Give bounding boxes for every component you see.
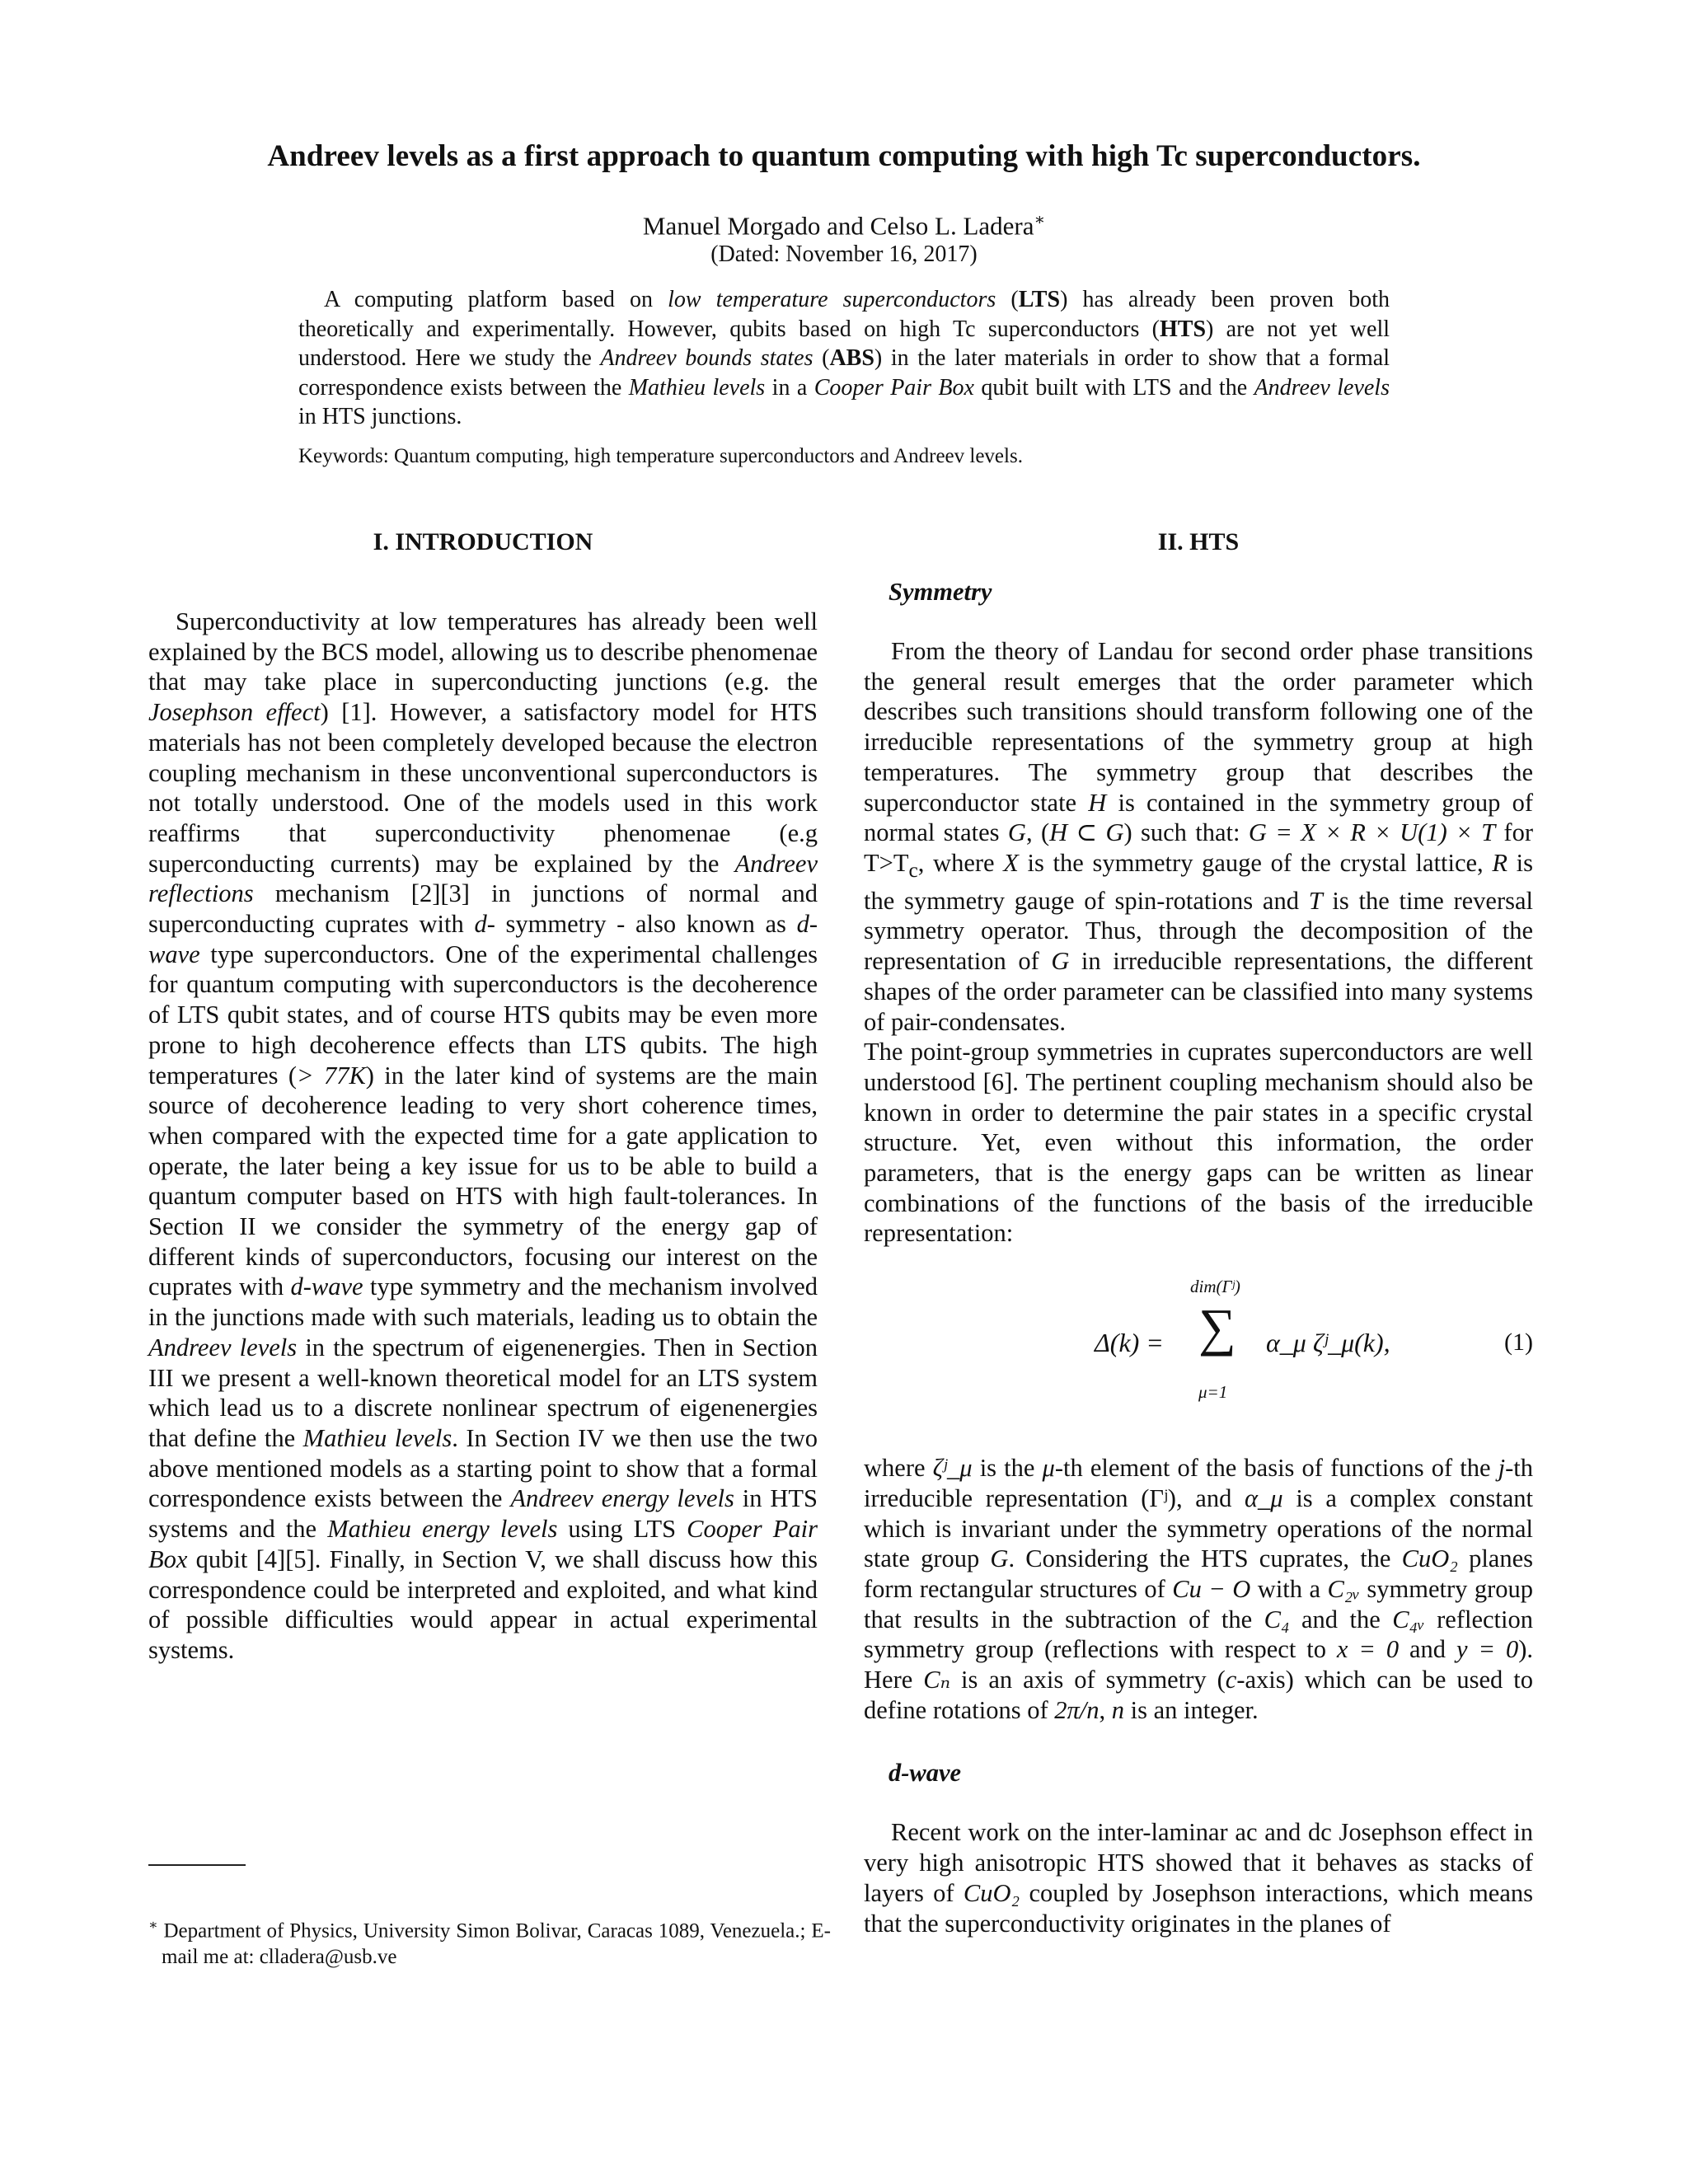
footnote-rule xyxy=(148,1864,246,1866)
subsection-heading-symmetry: Symmetry xyxy=(889,578,992,606)
equation-lhs: Δ(k) = xyxy=(1095,1328,1164,1358)
subsection-heading-d-wave: d-wave xyxy=(889,1759,962,1788)
sum-lower-limit: μ=1 xyxy=(1198,1382,1228,1403)
equation-number: (1) xyxy=(1504,1329,1533,1357)
point-group-paragraph: The point-group symmetries in cuprates superconductors are well understood [6]. The pertinent coupling mechanism should also be known in order to determine the pair states in a specific crystal structure. Yet, even without this information, the order parameters, that is the energy gaps can be written as linear combinations of the functions of the basis of the irreducible representation: xyxy=(864,1038,1533,1248)
left-column xyxy=(148,527,818,1666)
author-footnote: ∗ Department of Physics, University Simon Bolivar, Caracas 1089, Venezuela.; E-mail me at: clladera@usb.ve xyxy=(148,1917,831,1969)
author-names: Manuel Morgado and Celso L. Ladera xyxy=(642,211,1034,241)
abstract: A computing platform based on low temperature superconductors (LTS) has already been proven both theoretically and experimentally. However, qubits based on high Tc superconductors (HTS) are not yet well understood. Here we study the Andreev bounds states (ABS) in the later materials in order to show that a formal correspondence exists between the Mathieu levels in a Cooper Pair Box qubit built with LTS and the Andreev levels in HTS junctions. xyxy=(298,287,1390,429)
section-heading-introduction: I. INTRODUCTION xyxy=(373,528,593,555)
date-line: (Dated: November 16, 2017) xyxy=(710,241,978,267)
d-wave-paragraph: Recent work on the inter-laminar ac and dc Josephson effect in very high anisotropic HTS showed that it behaves as stacks of layers of CuO₂ coupled by Josephson interactions, which means that the superconductivity originates in the planes of xyxy=(864,1818,1534,1938)
section-heading-hts: II. HTS xyxy=(1157,528,1240,555)
basis-functions-paragraph: where ζʲ_μ is the μ-th element of the basis of functions of the j-th irreducible representation (Γʲ), and α_μ is a complex constant which is invariant under the symmetry operations of the normal state group G. Considering the HTS cuprates, the CuO₂ planes form rectangular structures of Cu − O with a C₂ᵥ symmetry group that results in the subtraction of the C₄ and the C₄ᵥ reflection symmetry group (reflections with respect to x = 0 and y = 0). Here Cₙ is an axis of symmetry (c-axis) which can be used to define rotations of 2π/n, n is an integer. xyxy=(864,1454,1534,1724)
equation-body xyxy=(1045,1257,1391,1446)
introduction-paragraph: Superconductivity at low temperatures has already been well explained by the BCS model, allowing us to describe phenomenae that may take place in superconducting junctions (e.g. the Josephson effect) [1]. However, a satisfactory model for HTS materials has not been completely developed because the electron coupling mechanism in these unconventional superconductors is not totally understood. One of the models used in this work reaffirms that superconductivity phenomenae (e.g superconducting currents) may be explained by the Andreev reflections mechanism [2][3] in junctions of normal and superconducting cuprates with d- symmetry - also known as d-wave type superconductors. One of the experimental challenges for quantum computing with superconductors is the decoherence of LTS qubit states, and of course HTS qubits may be even more prone to high decoherence effects than LTS qubits. The high temperatures (> 77K) in the later kind of systems are the main source of decoherence leading to very short coherence times, when compared with the expected time for a gate application to operate, the later being a key issue for us to be able to build a quantum computer based on HTS with high fault-tolerances. In Section II we consider the symmetry of the energy gap of different kinds of superconductors, focusing our interest on the cuprates with d-wave type symmetry and the mechanism involved in the junctions made with such materials, leading us to obtain the Andreev levels in the spectrum of eigenenergies. Then in Section III we present a well-known theoretical model for an LTS system which lead us to a discrete nonlinear spectrum of eigenenergies that define the Mathieu levels. In Section IV we then use the two above mentioned models as a starting point to show that a formal correspondence exists between the Andreev energy levels in HTS systems and the Mathieu energy levels using LTS Cooper Pair Box qubit [4][5]. Finally, in Section V, we shall discuss how this correspondence could be interpreted and exploited, and what kind of possible difficulties would appear in actual experimental systems. xyxy=(148,607,818,1664)
author-line xyxy=(0,209,1688,241)
summation-symbol: ∑ xyxy=(1198,1298,1236,1357)
keywords-line: Keywords: Quantum computing, high temperature superconductors and Andreev levels. xyxy=(298,445,1023,467)
right-column xyxy=(864,527,1533,1938)
sum-upper-limit: dim(Γʲ) xyxy=(1190,1277,1240,1297)
equation-rhs: α_μ ζʲ_μ(k), xyxy=(1266,1328,1390,1358)
equation-1 xyxy=(864,1257,1533,1446)
symmetry-paragraph: From the theory of Landau for second order phase transitions the general result emerges that the order parameter which describes such transitions should transform following one of the irreducible representations of the symmetry group at high temperatures. The symmetry group that describes the superconductor state H is contained in the symmetry group of normal states G, (H ⊂ G) such that: G = X × R × U(1) × T for $T>T_c$, where X is the symmetry gauge of the crystal lattice, R is the symmetry gauge of spin-rotations and T is the time reversal symmetry operator. Thus, through the decomposition of the representation of G in irreducible representations, the different shapes of the order parameter can be classified into many systems of pair-condensates. xyxy=(864,637,1534,1036)
author-footnote-mark[interactable]: ∗ xyxy=(1034,211,1046,229)
paper-title: Andreev levels as a first approach to quantum computing with high Tc superconductors. xyxy=(267,139,1421,173)
